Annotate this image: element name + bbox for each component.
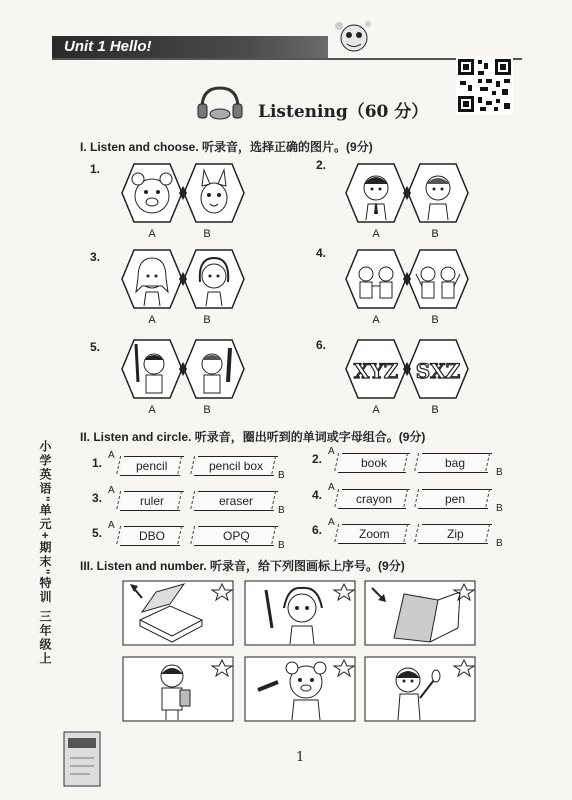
word-option[interactable]: pencil box xyxy=(194,456,278,476)
item-number: 3. xyxy=(92,491,103,505)
word-option[interactable]: DBO xyxy=(120,526,184,546)
item-number: 3. xyxy=(90,250,101,264)
picture-pencil-box[interactable] xyxy=(122,580,234,646)
word-option[interactable]: Zoom xyxy=(338,524,410,544)
unit-header: Unit 1 Hello! xyxy=(52,36,328,58)
item-number: 5. xyxy=(92,526,103,540)
item-number: 5. xyxy=(90,340,101,354)
header-rule xyxy=(52,58,522,60)
label-b: B xyxy=(278,505,285,516)
option-label-b: B xyxy=(203,404,211,416)
choice-pair-2[interactable] xyxy=(342,162,472,224)
label-a: A xyxy=(108,450,115,461)
item-number: 1. xyxy=(90,162,101,176)
choice-pair-4[interactable] xyxy=(342,248,472,310)
option-label-a: A xyxy=(148,314,156,326)
choice-pair-3[interactable] xyxy=(118,248,248,310)
item-number: 1. xyxy=(92,456,103,470)
option-label-a: A xyxy=(148,228,156,240)
option-label-b: B xyxy=(431,314,439,326)
option-label-a: A xyxy=(148,404,156,416)
option-label-a: A xyxy=(372,404,380,416)
word-option[interactable]: Zip xyxy=(418,524,492,544)
mascot-icon xyxy=(330,18,376,58)
choice-pair-6[interactable] xyxy=(342,338,472,400)
section-1-instruction: I. Listen and choose. 听录音，选择正确的图片。(9分) xyxy=(80,140,373,154)
item-number: 6. xyxy=(316,338,327,352)
headphones-icon xyxy=(194,82,246,122)
picture-boy-waving[interactable] xyxy=(364,656,476,722)
picture-bear-crayon[interactable] xyxy=(244,656,356,722)
item-number: 2. xyxy=(316,158,327,172)
label-a: A xyxy=(108,485,115,496)
word-option[interactable]: ruler xyxy=(120,491,184,511)
book-series-title: 小学英语"单元+期末"特训 三年级上 xyxy=(38,440,52,666)
option-label-a: A xyxy=(372,228,380,240)
word-option[interactable]: pen xyxy=(418,489,492,509)
option-label-b: B xyxy=(431,228,439,240)
label-b: B xyxy=(278,470,285,481)
label-a: A xyxy=(328,517,335,528)
word-option[interactable]: book xyxy=(338,453,410,473)
picture-girl-pencil[interactable] xyxy=(244,580,356,646)
label-a: A xyxy=(328,482,335,493)
item-number: 2. xyxy=(312,452,323,466)
word-option[interactable]: pencil xyxy=(120,456,184,476)
picture-book[interactable] xyxy=(364,580,476,646)
label-b: B xyxy=(496,538,503,549)
book-cover-icon xyxy=(60,730,104,788)
letters-sxz: SXZ xyxy=(415,359,461,383)
label-a: A xyxy=(108,520,115,531)
item-number: 6. xyxy=(312,523,323,537)
section-3-instruction: III. Listen and number. 听录音，给下列图画标上序号。(9分) xyxy=(80,559,405,573)
label-b: B xyxy=(496,467,503,478)
word-option[interactable]: OPQ xyxy=(194,526,278,546)
listening-title: Listening（60 分） xyxy=(258,102,429,122)
choice-pair-5[interactable] xyxy=(118,338,248,400)
qr-code-icon[interactable] xyxy=(456,57,513,114)
option-label-b: B xyxy=(203,314,211,326)
option-label-b: B xyxy=(203,228,211,240)
word-option[interactable]: crayon xyxy=(338,489,410,509)
letters-xyz: XYZ xyxy=(353,359,399,383)
word-option[interactable]: bag xyxy=(418,453,492,473)
item-number: 4. xyxy=(316,246,327,260)
page-number: 1 xyxy=(296,750,305,765)
label-a: A xyxy=(328,446,335,457)
picture-boy-bag[interactable] xyxy=(122,656,234,722)
choice-pair-1[interactable] xyxy=(118,162,248,224)
label-b: B xyxy=(496,503,503,514)
option-label-a: A xyxy=(372,314,380,326)
option-label-b: B xyxy=(431,404,439,416)
word-option[interactable]: eraser xyxy=(194,491,278,511)
item-number: 4. xyxy=(312,488,323,502)
label-b: B xyxy=(278,540,285,551)
section-2-instruction: II. Listen and circle. 听录音，圈出听到的单词或字母组合。(9分) xyxy=(80,430,426,444)
